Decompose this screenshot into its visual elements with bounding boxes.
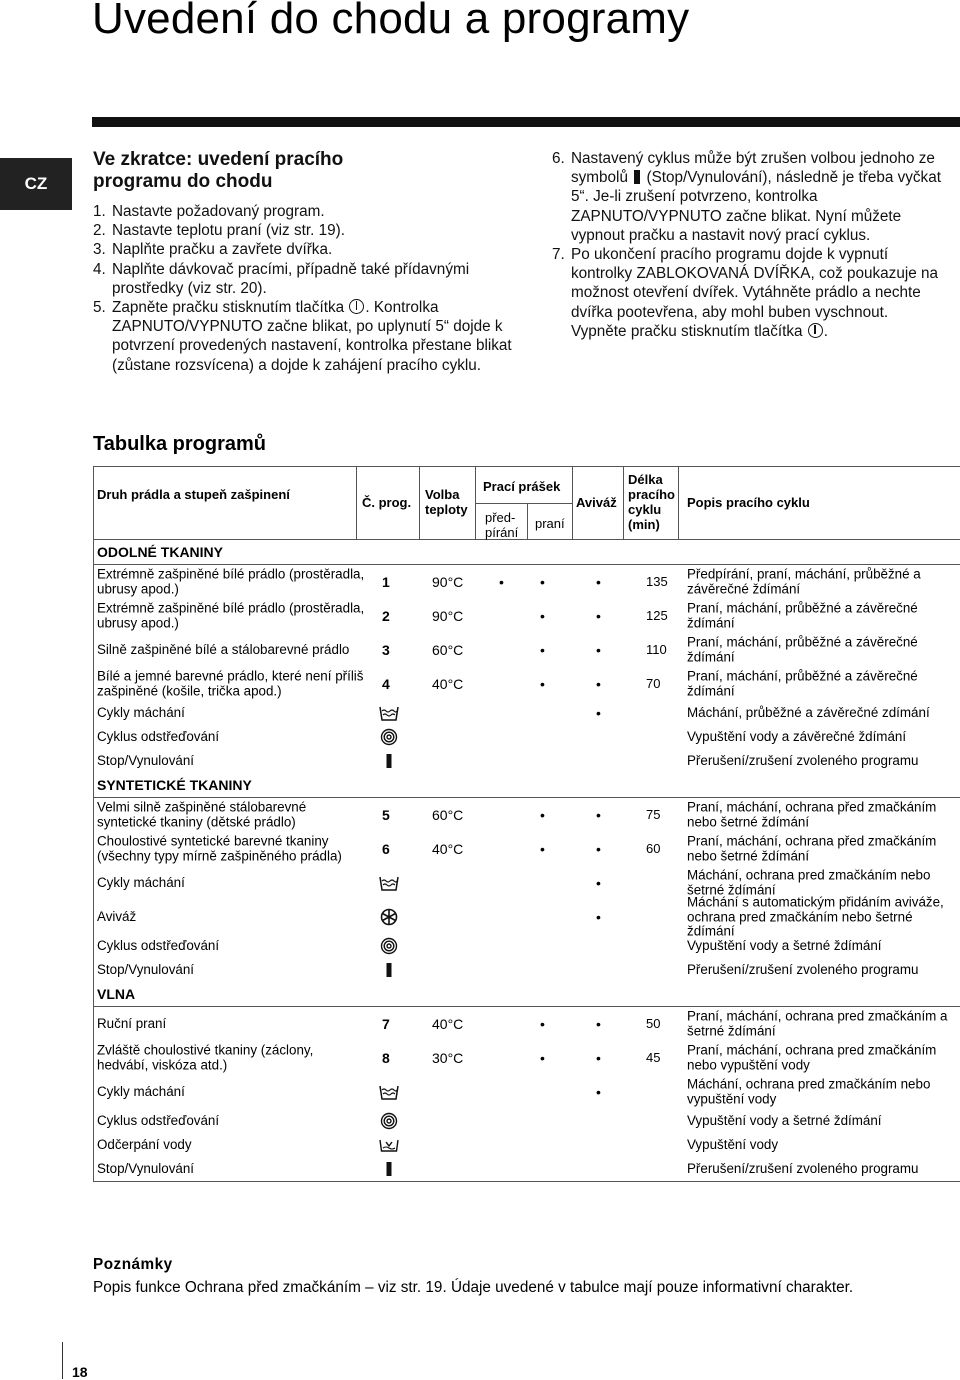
program-number: 6 (382, 840, 390, 857)
table-row (94, 1133, 960, 1157)
table-row (94, 832, 960, 866)
table-row (94, 1109, 960, 1133)
stop-icon (634, 170, 640, 184)
column-divider (356, 467, 357, 539)
rinse-icon (378, 704, 400, 722)
cycle-description: Praní, máchání, ochrana před zmačkáním nebo šetrné ždímání (687, 833, 937, 863)
cycle-length: 50 (646, 1015, 661, 1031)
wash-mark: • (540, 840, 545, 857)
table-row (94, 1157, 960, 1181)
page-number-divider (62, 1342, 63, 1379)
section-header: VLNA (94, 982, 960, 1007)
spin-icon (378, 1112, 400, 1130)
table-row (94, 958, 960, 982)
program-name: Cykly máchání (97, 704, 185, 720)
quick-start-heading-line1: Ve zkratce: uvedení pracího (93, 149, 344, 170)
step-7 (552, 245, 942, 341)
notes-text: Popis funkce Ochrana před zmačkáním – viz str. 19. Údaje uvedené v tabulce mají pouze informativní charakter. (93, 1279, 854, 1296)
stop-icon (378, 1160, 400, 1178)
cycle-description: Vypuštění vody a šetrné ždímání (687, 1112, 882, 1128)
program-name: Stop/Vynulování (97, 752, 195, 768)
title-divider (92, 117, 960, 127)
program-number: 1 (382, 573, 390, 590)
step-text: Nastavte požadovaný program. (112, 203, 325, 220)
step-1 (93, 202, 513, 221)
quick-start-steps-left (93, 202, 513, 375)
temperature: 40°C (432, 1015, 464, 1032)
cycle-length: 70 (646, 675, 661, 691)
table-row (94, 565, 960, 599)
table-row (94, 894, 960, 939)
wash-mark: • (540, 1015, 545, 1032)
softener-mark: • (596, 840, 601, 857)
header-teplota: Volba teploty (425, 487, 468, 517)
step-3 (93, 240, 513, 259)
prewash-mark: • (499, 573, 504, 590)
softener-mark: • (596, 1083, 601, 1100)
rinse-icon (378, 1083, 400, 1101)
program-name: Stop/Vynulování (97, 1160, 195, 1176)
cycle-length: 45 (646, 1049, 661, 1065)
cycle-description: Praní, máchání, průběžné a závěrečné ždímání (687, 600, 918, 630)
program-number: 5 (382, 806, 390, 823)
spin-icon (378, 728, 400, 746)
step-2 (93, 221, 513, 240)
table-row (94, 1007, 960, 1041)
program-name: Cykly máchání (97, 874, 185, 890)
notes-title: Poznámky (93, 1256, 173, 1273)
cycle-description: Vypuštění vody (687, 1136, 779, 1152)
cycle-description: Přerušení/zrušení zvoleného programu (687, 1160, 919, 1176)
table-body (94, 540, 960, 1181)
program-name: Cykly máchání (97, 1083, 185, 1099)
program-name: Cyklus odstřeďování (97, 728, 220, 744)
step-text-part: Zapněte pračku stisknutím tlačítka (112, 299, 345, 317)
wash-mark: • (540, 675, 545, 692)
program-table (93, 466, 960, 1182)
page-number: 18 (72, 1364, 88, 1380)
step-number: 2. (93, 222, 106, 240)
step-text-part: . (823, 322, 829, 340)
program-number: 2 (382, 607, 390, 624)
step-number: 5. (93, 299, 106, 317)
step-text-part: (Stop/Vynulování), následně je třeba vyčkat 5“. Je-li zrušení potvrzeno, kontrolka ZAPNUTO/VYPNUTO začne blikat. Nyní můžete vypnout pračku a nastavit nový prací cyklus. (571, 169, 941, 244)
column-divider (623, 467, 624, 539)
softener-mark: • (596, 1015, 601, 1032)
softener-mark: • (596, 704, 601, 721)
step-text: Naplňte pračku a zavřete dvířka. (112, 241, 333, 259)
step-text (112, 298, 513, 375)
table-row (94, 1075, 960, 1109)
step-text: Nastavte teplotu praní (viz str. 19). (112, 222, 345, 240)
header-subdivider (475, 503, 572, 504)
quick-start-heading-line2: programu do chodu (93, 171, 273, 192)
step-4 (93, 260, 513, 298)
cycle-description: Máchání, průběžné a závěrečné zdímání (687, 704, 930, 720)
step-number: 3. (93, 241, 106, 259)
cycle-length: 60 (646, 840, 661, 856)
cycle-description: Praní, máchání, ochrana pred zmačkáním a šetrné ždímání (687, 1008, 948, 1038)
table-heading: Tabulka programů (93, 433, 266, 455)
step-text-part: . Kontrolka ZAPNUTO/VYPNUTO začne blikat, po uplynutí 5“ dojde k potvrzení provedených nastavení, kontrolka přestane blikat (zůstane rozsvícena) a dojde k zahájení pracího cyklu. (112, 299, 512, 374)
step-text-part: Nastavený cyklus může být zrušen volbou jednoho ze symbolů (571, 150, 935, 187)
softener-mark: • (596, 573, 601, 590)
table-row (94, 1041, 960, 1075)
cycle-description: Praní, máchání, průběžné a závěrečné ždímání (687, 634, 918, 664)
program-name: Extrémně zašpiněné bílé prádlo (prostěradla, ubrusy apod.) (97, 566, 365, 596)
column-divider (678, 467, 679, 539)
wash-mark: • (540, 607, 545, 624)
step-text (571, 149, 942, 245)
softener-mark: • (596, 607, 601, 624)
cycle-description: Vypuštění vody a šetrné ždímání (687, 937, 882, 953)
softener-mark: • (596, 675, 601, 692)
program-name: Silně zašpiněné bílé a stálobarevné prádlo (97, 641, 350, 657)
table-row (94, 633, 960, 667)
wash-mark: • (540, 1049, 545, 1066)
power-icon (808, 323, 823, 338)
temperature: 60°C (432, 641, 464, 658)
step-text: Naplňte dávkovač pracími, případně také přídavnými prostředky (viz str. 20). (112, 260, 470, 297)
header-avivaz: Aviváž (576, 495, 617, 510)
page-title: Uvedení do chodu a programy (92, 0, 690, 43)
cycle-description: Vypuštění vody a závěrečné ždímání (687, 728, 907, 744)
header-prani: praní (535, 516, 565, 531)
table-row (94, 934, 960, 958)
temperature: 90°C (432, 573, 464, 590)
cycle-description: Praní, máchání, ochrana před zmačkáním nebo šetrné ždímání (687, 799, 937, 829)
column-divider (572, 467, 573, 539)
cycle-length: 135 (646, 573, 668, 589)
softener-mark: • (596, 806, 601, 823)
step-text-part: Po ukončení pracího programu dojde k vypnutí kontrolky ZABLOKOVANÁ DVÍŘKA, což poukazuje na možnost otevření dvířek. Vytáhněte prádlo a nechte dvířka pootevřena, aby mohl buben vyschnout. Vypněte pračku stisknutím tlačítka (571, 246, 938, 340)
program-number: 8 (382, 1049, 390, 1066)
stop-icon (378, 752, 400, 770)
step-number: 4. (93, 260, 106, 278)
softener-mark: • (596, 908, 601, 925)
program-name: Choulostivé syntetické barevné tkaniny (všechny typy mírně zašpiněného prádla) (97, 833, 342, 863)
cycle-description: Praní, máchání, průběžné a závěrečné ždímání (687, 668, 918, 698)
step-number: 7. (552, 246, 565, 264)
cycle-description: Přerušení/zrušení zvoleného programu (687, 961, 919, 977)
spin-icon (378, 937, 400, 955)
step-5 (93, 298, 513, 375)
program-number: 3 (382, 641, 390, 658)
header-druh: Druh prádla a stupeň zašpinení (97, 487, 290, 502)
table-row (94, 701, 960, 725)
table-row (94, 798, 960, 832)
wash-mark: • (540, 641, 545, 658)
cycle-length: 75 (646, 806, 661, 822)
column-divider (419, 467, 420, 539)
softener-icon (378, 908, 400, 926)
table-row (94, 725, 960, 749)
stop-icon (378, 961, 400, 979)
cycle-description: Předpírání, praní, máchání, průběžné a závěrečné ždímání (687, 566, 921, 596)
power-icon (349, 299, 364, 314)
cycle-description: Máchání, ochrana pred zmačkáním nebo šetrné ždímání (687, 867, 931, 897)
section-header: ODOLNÉ TKANINY (94, 540, 960, 565)
temperature: 40°C (432, 840, 464, 857)
temperature: 90°C (432, 607, 464, 624)
program-name: Odčerpání vody (97, 1136, 192, 1152)
table-row (94, 667, 960, 701)
softener-mark: • (596, 1049, 601, 1066)
step-6 (552, 149, 942, 245)
step-number: 1. (93, 203, 106, 220)
program-name: Aviváž (97, 908, 137, 924)
cycle-description: Přerušení/zrušení zvoleného programu (687, 752, 919, 768)
table-row (94, 749, 960, 773)
language-tab: CZ (0, 158, 72, 210)
cycle-length: 125 (646, 607, 668, 623)
header-praci-prasek: Prací prášek (483, 479, 561, 494)
program-name: Ruční praní (97, 1015, 167, 1031)
table-header (94, 467, 960, 540)
wash-mark: • (540, 573, 545, 590)
rinse-icon (378, 874, 400, 892)
header-delka: Délka pracího cyklu (min) (628, 472, 675, 532)
step-number: 6. (552, 150, 565, 167)
program-name: Zvláště choulostivé tkaniny (záclony, hedvábí, viskóza atd.) (97, 1042, 314, 1072)
quick-start-steps-right (552, 149, 942, 341)
softener-mark: • (596, 641, 601, 658)
step-text (571, 245, 942, 341)
header-popis: Popis pracího cyklu (687, 495, 810, 510)
temperature: 40°C (432, 675, 464, 692)
header-prog: Č. prog. (362, 495, 412, 510)
program-name: Cyklus odstřeďování (97, 937, 220, 953)
section-header: SYNTETICKÉ TKANINY (94, 773, 960, 798)
cycle-description: Praní, máchání, ochrana pred zmačkáním nebo vypuštění vody (687, 1042, 937, 1072)
header-subdivider (527, 503, 528, 539)
quick-start-heading (93, 149, 343, 193)
program-name: Cyklus odstřeďování (97, 1112, 220, 1128)
drain-icon (378, 1136, 400, 1154)
program-name: Bílé a jemné barevné prádlo, které není příliš zašpiněné (košile, trička apod.) (97, 668, 364, 698)
program-name: Extrémně zašpiněné bílé prádlo (prostěradla, ubrusy apod.) (97, 600, 365, 630)
cycle-description: Máchání, ochrana pred zmačkáním nebo vypuštění vody (687, 1076, 931, 1106)
temperature: 30°C (432, 1049, 464, 1066)
temperature: 60°C (432, 806, 464, 823)
cycle-length: 110 (646, 641, 667, 657)
program-name: Velmi silně zašpiněné stálobarevné syntetické tkaniny (dětské prádlo) (97, 799, 307, 829)
header-predprani: před- pírání (485, 510, 519, 540)
program-number: 7 (382, 1015, 390, 1032)
program-number: 4 (382, 675, 390, 692)
table-row (94, 599, 960, 633)
softener-mark: • (596, 874, 601, 891)
program-name: Stop/Vynulování (97, 961, 195, 977)
wash-mark: • (540, 806, 545, 823)
cycle-description: Máchání s automatickým přidáním aviváže, ochrana pred zmačkáním nebo šetrné ždímání (687, 894, 944, 939)
